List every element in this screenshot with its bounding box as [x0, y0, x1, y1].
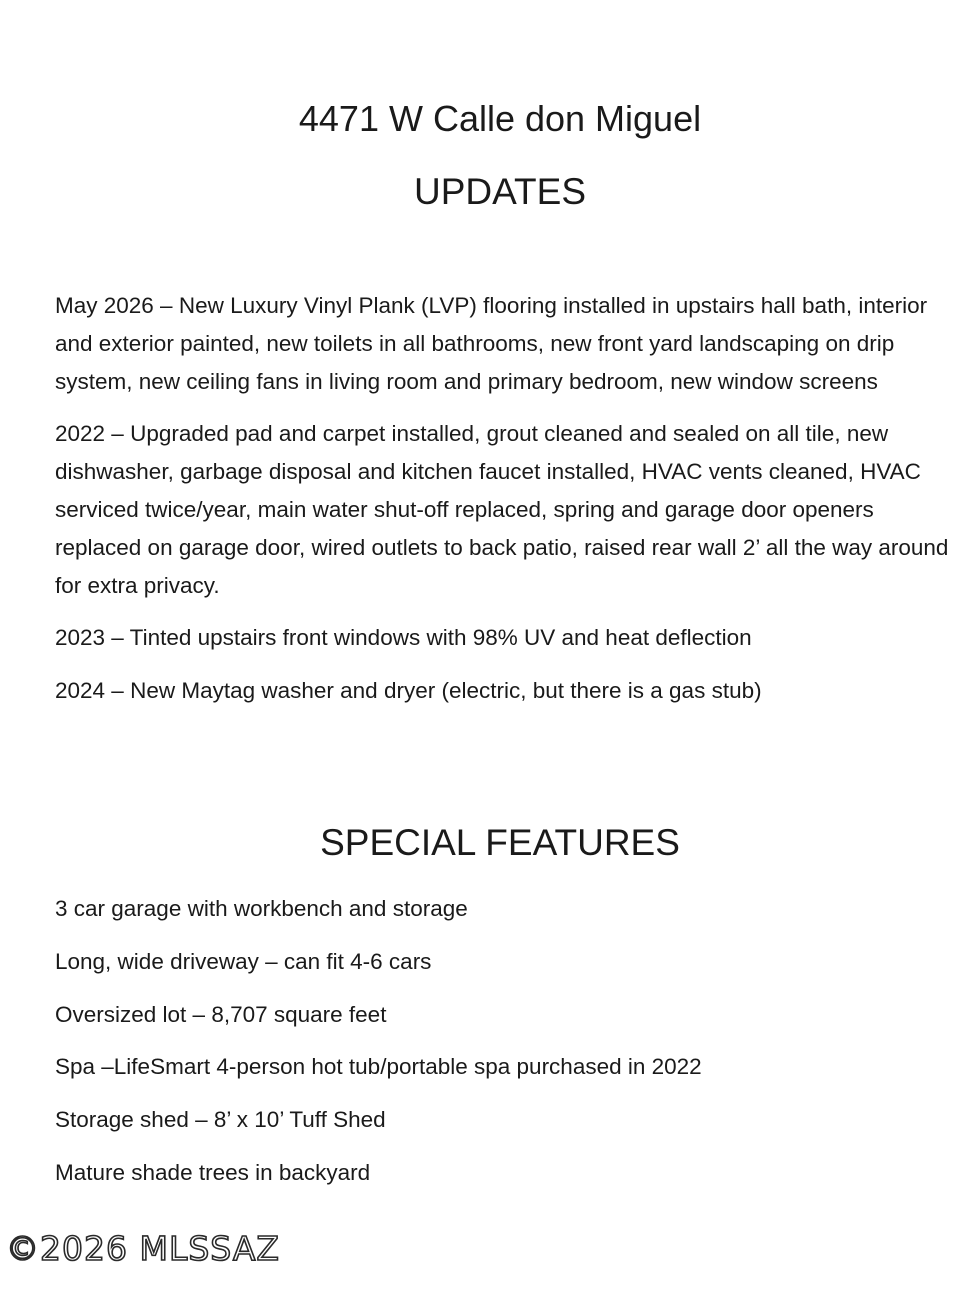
feature-item-trees: Mature shade trees in backyard [55, 1159, 371, 1185]
update-item-2022: 2022 – Upgraded pad and carpet installed, grout cleaned and sealed on all tile, new dishwasher, garbage disposal and kitchen faucet installed, HVAC vents cleaned, HVAC serviced twice/year, main water shut-off replaced, spring and garage door openers replaced on garage door, wired outlets to back patio, raised rear wall 2’ all the way around for extra privacy. [55, 421, 949, 598]
update-item-2026: May 2026 – New Luxury Vinyl Plank (LVP) flooring installed in upstairs hall bath, interior and exterior painted, new toilets in all bathrooms, new front yard landscaping on drip system, new ceiling fans in living room and primary bedroom, new window screens [55, 293, 928, 394]
feature-item-shed: Storage shed – 8’ x 10’ Tuff Shed [55, 1107, 386, 1133]
update-item-2024: 2024 – New Maytag washer and dryer (electric, but there is a gas stub) [55, 678, 762, 704]
updates-heading: UPDATES [413, 171, 586, 212]
copyright-watermark: ©2026 MLSSAZ [6, 1229, 281, 1268]
feature-item-driveway: Long, wide driveway – can fit 4-6 cars [55, 948, 432, 974]
update-item-2023: 2023 – Tinted upstairs front windows with 98% UV and heat deflection [55, 625, 752, 651]
feature-item-garage: 3 car garage with workbench and storage [55, 896, 468, 921]
feature-item-spa: Spa –LifeSmart 4-person hot tub/portable spa purchased in 2022 [55, 1054, 702, 1080]
property-address: 4471 W Calle don Miguel [298, 98, 702, 139]
features-list [55, 890, 935, 1207]
updates-list [55, 287, 950, 725]
special-features-heading: SPECIAL FEATURES [320, 822, 680, 863]
feature-item-lot: Oversized lot – 8,707 square feet [55, 1001, 387, 1027]
